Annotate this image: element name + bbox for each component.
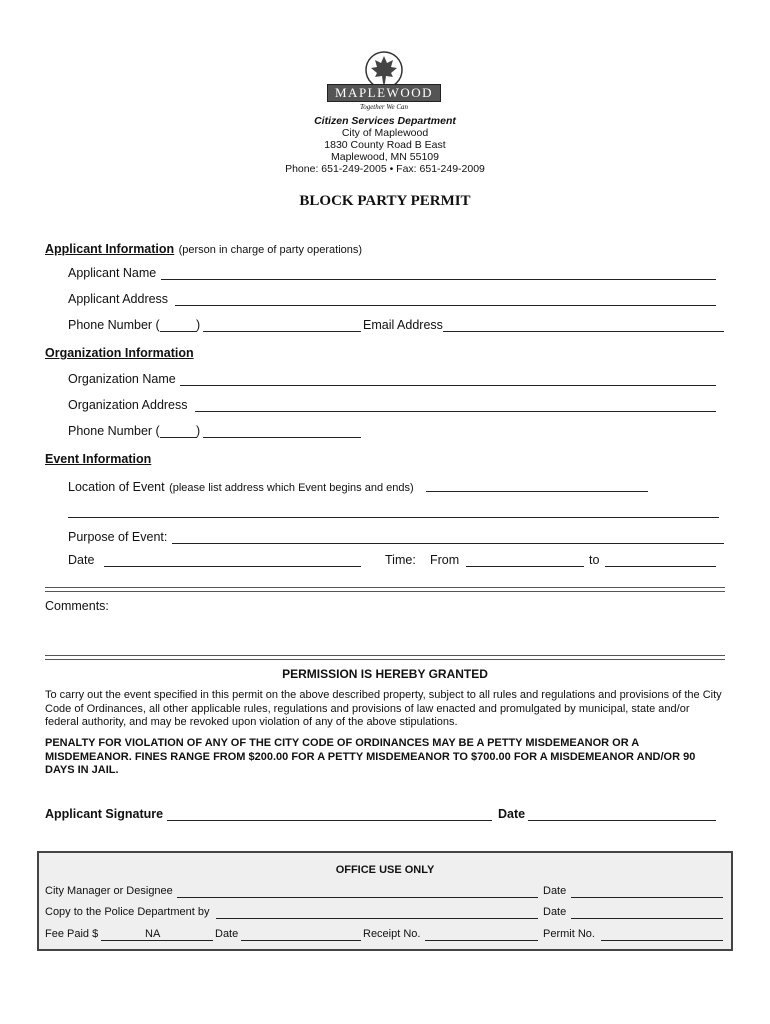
signature-date-field[interactable] bbox=[528, 820, 716, 821]
organization-address-label: Organization Address bbox=[68, 398, 188, 412]
organization-name-label: Organization Name bbox=[68, 372, 176, 386]
applicant-name-field[interactable] bbox=[161, 279, 716, 280]
location-field-continued[interactable] bbox=[68, 517, 719, 518]
email-label: Email Address bbox=[363, 318, 443, 332]
logo-brand: MAPLEWOOD bbox=[335, 85, 433, 100]
time-to-field[interactable] bbox=[605, 566, 716, 567]
comments-field[interactable] bbox=[45, 615, 725, 653]
department-name: Citizen Services Department bbox=[314, 115, 456, 127]
signature-label: Applicant Signature bbox=[45, 807, 164, 821]
signature-field[interactable] bbox=[167, 820, 492, 821]
organization-phone-close: ) bbox=[196, 424, 201, 438]
applicant-phone-field[interactable] bbox=[203, 331, 361, 332]
permit-field[interactable] bbox=[601, 940, 723, 941]
date-field[interactable] bbox=[104, 566, 361, 567]
police-label: Copy to the Police Department by bbox=[45, 906, 210, 918]
police-date-label: Date bbox=[543, 906, 567, 918]
street-address: 1830 County Road B East bbox=[324, 139, 446, 151]
organization-area-code-field[interactable] bbox=[160, 437, 197, 438]
office-heading: OFFICE USE ONLY bbox=[335, 864, 435, 876]
location-note: (please list address which Event begins and ends) bbox=[169, 482, 414, 494]
penalty-text: PENALTY FOR VIOLATION OF ANY OF THE CITY CODE OF ORDINANCES MAY BE A PETTY MISDEMEANOR OR A MISDEMEANOR. FINES RANGE FROM $200.00 FOR A PETTY MISDEMEANOR TO $700.00 FOR A MISDEMEANOR AND/OR 90 DAYS IN JAIL. bbox=[45, 737, 696, 776]
comments-label: Comments: bbox=[45, 599, 109, 613]
organization-heading: Organization Information bbox=[45, 346, 194, 360]
manager-date-label: Date bbox=[543, 885, 567, 897]
receipt-label: Receipt No. bbox=[363, 928, 421, 940]
fee-date-label: Date bbox=[215, 928, 239, 940]
fee-label: Fee Paid $ bbox=[45, 928, 99, 940]
page-title: BLOCK PARTY PERMIT bbox=[299, 193, 471, 209]
fee-date-field[interactable] bbox=[241, 940, 361, 941]
police-field[interactable] bbox=[216, 918, 538, 919]
section-divider bbox=[45, 655, 725, 660]
organization-address-field[interactable] bbox=[195, 411, 716, 412]
permission-text: To carry out the event specified in this permit on the above described property, subject to all rules and regulations and provisions of the City Code of Ordinances, all other applicable rules, regulations and provisions of law enacted and promulgated by municipal, state and/or federal authority, and may be revoked upon violation of any of the above stipulations. bbox=[45, 689, 722, 728]
logo-tagline: Together We Can bbox=[359, 103, 409, 111]
phone-fax: Phone: 651-249-2005 • Fax: 651-249-2009 bbox=[285, 163, 485, 175]
email-field[interactable] bbox=[443, 331, 724, 332]
time-from-field[interactable] bbox=[466, 566, 584, 567]
to-label: to bbox=[589, 553, 600, 567]
applicant-address-label: Applicant Address bbox=[68, 292, 169, 306]
purpose-field[interactable] bbox=[172, 543, 724, 544]
permit-label: Permit No. bbox=[543, 928, 595, 940]
police-date-field[interactable] bbox=[571, 918, 723, 919]
section-divider bbox=[45, 587, 725, 592]
city-state-zip: Maplewood, MN 55109 bbox=[331, 151, 439, 163]
location-label: Location of Event bbox=[68, 480, 165, 494]
event-heading: Event Information bbox=[45, 452, 152, 466]
fee-field[interactable] bbox=[101, 940, 213, 941]
date-label: Date bbox=[68, 553, 95, 567]
from-label: From bbox=[430, 553, 460, 567]
fee-value: NA bbox=[145, 928, 161, 940]
applicant-heading-note: (person in charge of party operations) bbox=[178, 244, 363, 256]
time-label: Time: bbox=[385, 553, 416, 567]
manager-field[interactable] bbox=[177, 897, 538, 898]
organization-name-field[interactable] bbox=[180, 385, 716, 386]
permission-heading: PERMISSION IS HEREBY GRANTED bbox=[282, 667, 488, 681]
location-field[interactable] bbox=[426, 491, 648, 492]
manager-date-field[interactable] bbox=[571, 897, 723, 898]
organization-phone-label: Phone Number ( bbox=[68, 424, 160, 438]
applicant-name-label: Applicant Name bbox=[68, 266, 157, 280]
applicant-area-code-field[interactable] bbox=[160, 331, 197, 332]
receipt-field[interactable] bbox=[425, 940, 538, 941]
applicant-address-field[interactable] bbox=[175, 305, 716, 306]
city-name: City of Maplewood bbox=[341, 127, 429, 139]
signature-date-label: Date bbox=[498, 807, 526, 821]
applicant-phone-close: ) bbox=[196, 318, 201, 332]
purpose-label: Purpose of Event: bbox=[68, 530, 168, 544]
organization-phone-field[interactable] bbox=[203, 437, 361, 438]
manager-label: City Manager or Designee bbox=[45, 885, 173, 897]
applicant-phone-label: Phone Number ( bbox=[68, 318, 160, 332]
applicant-heading: Applicant Information bbox=[45, 242, 175, 256]
